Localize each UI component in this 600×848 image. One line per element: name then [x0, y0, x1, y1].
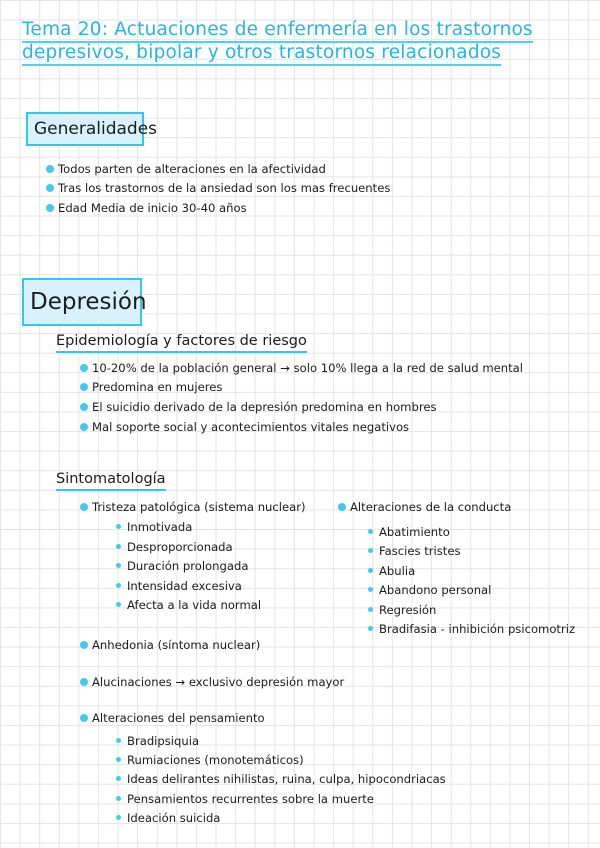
bullet-icon [116, 796, 121, 801]
list-item: Edad Media de inicio 30-40 años [46, 201, 247, 215]
bullet-icon [80, 423, 88, 431]
list-item: Abatimiento [368, 525, 450, 539]
bullet-icon [368, 568, 373, 573]
bullet-icon [368, 587, 373, 592]
list-item: Alteraciones de la conducta [338, 500, 511, 514]
bullet-icon [46, 165, 54, 173]
list-item: Ideas delirantes nihilistas, ruina, culpa, hipocondriacas [116, 772, 446, 786]
page-title [22, 18, 592, 64]
bullet-icon [116, 776, 121, 781]
depresion-heading: Depresión [22, 278, 142, 326]
list-item: Ideación suicida [116, 811, 220, 825]
list-item: Alucinaciones → exclusivo depresión mayor [80, 675, 344, 689]
list-item: Intensidad excesiva [116, 579, 242, 593]
bullet-icon [80, 383, 88, 391]
title-line-2: depresivos, bipolar y otros trastornos relacionados [22, 42, 501, 66]
bullet-icon [338, 503, 346, 511]
bullet-icon [368, 607, 373, 612]
bullet-icon [80, 714, 88, 722]
bullet-icon [46, 184, 54, 192]
list-item: Pensamientos recurrentes sobre la muerte [116, 792, 374, 806]
list-item: Abulia [368, 564, 415, 578]
list-item: Fascies tristes [368, 544, 461, 558]
list-item: Tras los trastornos de la ansiedad son los mas frecuentes [46, 181, 390, 195]
list-item: Duración prolongada [116, 559, 248, 573]
list-item: Rumiaciones (monotemáticos) [116, 753, 304, 767]
bullet-icon [46, 204, 54, 212]
list-item: Todos parten de alteraciones en la afectividad [46, 162, 326, 176]
list-item: Tristeza patológica (sistema nuclear) [80, 500, 306, 514]
list-item: Anhedonia (síntoma nuclear) [80, 638, 260, 652]
list-item: El suicidio derivado de la depresión predomina en hombres [80, 400, 437, 414]
list-item: Regresión [368, 603, 436, 617]
list-item: 10-20% de la población general → solo 10% llega a la red de salud mental [80, 361, 523, 375]
bullet-icon [80, 678, 88, 686]
bullet-icon [80, 403, 88, 411]
bullet-icon [80, 364, 88, 372]
list-item: Mal soporte social y acontecimientos vitales negativos [80, 420, 409, 434]
bullet-icon [368, 626, 373, 631]
bullet-icon [80, 503, 88, 511]
bullet-icon [80, 641, 88, 649]
sintomatologia-heading: Sintomatología [56, 470, 166, 491]
bullet-icon [116, 815, 121, 820]
generalidades-heading: Generalidades [26, 112, 144, 146]
list-item: Bradipsiquia [116, 734, 199, 748]
list-item: Alteraciones del pensamiento [80, 711, 265, 725]
bullet-icon [116, 757, 121, 762]
list-item: Inmotivada [116, 520, 192, 534]
title-line-1: Tema 20: Actuaciones de enfermería en los trastornos [22, 19, 533, 43]
list-item: Afecta a la vida normal [116, 598, 261, 612]
bullet-icon [368, 548, 373, 553]
bullet-icon [116, 544, 121, 549]
bullet-icon [368, 529, 373, 534]
bullet-icon [116, 583, 121, 588]
bullet-icon [116, 563, 121, 568]
list-item: Predomina en mujeres [80, 380, 222, 394]
list-item: Desproporcionada [116, 540, 233, 554]
bullet-icon [116, 524, 121, 529]
list-item: Abandono personal [368, 583, 491, 597]
epidemiologia-heading: Epidemiología y factores de riesgo [56, 332, 307, 353]
bullet-icon [116, 602, 121, 607]
list-item: Bradifasia - inhibición psicomotriz [368, 622, 575, 636]
bullet-icon [116, 738, 121, 743]
